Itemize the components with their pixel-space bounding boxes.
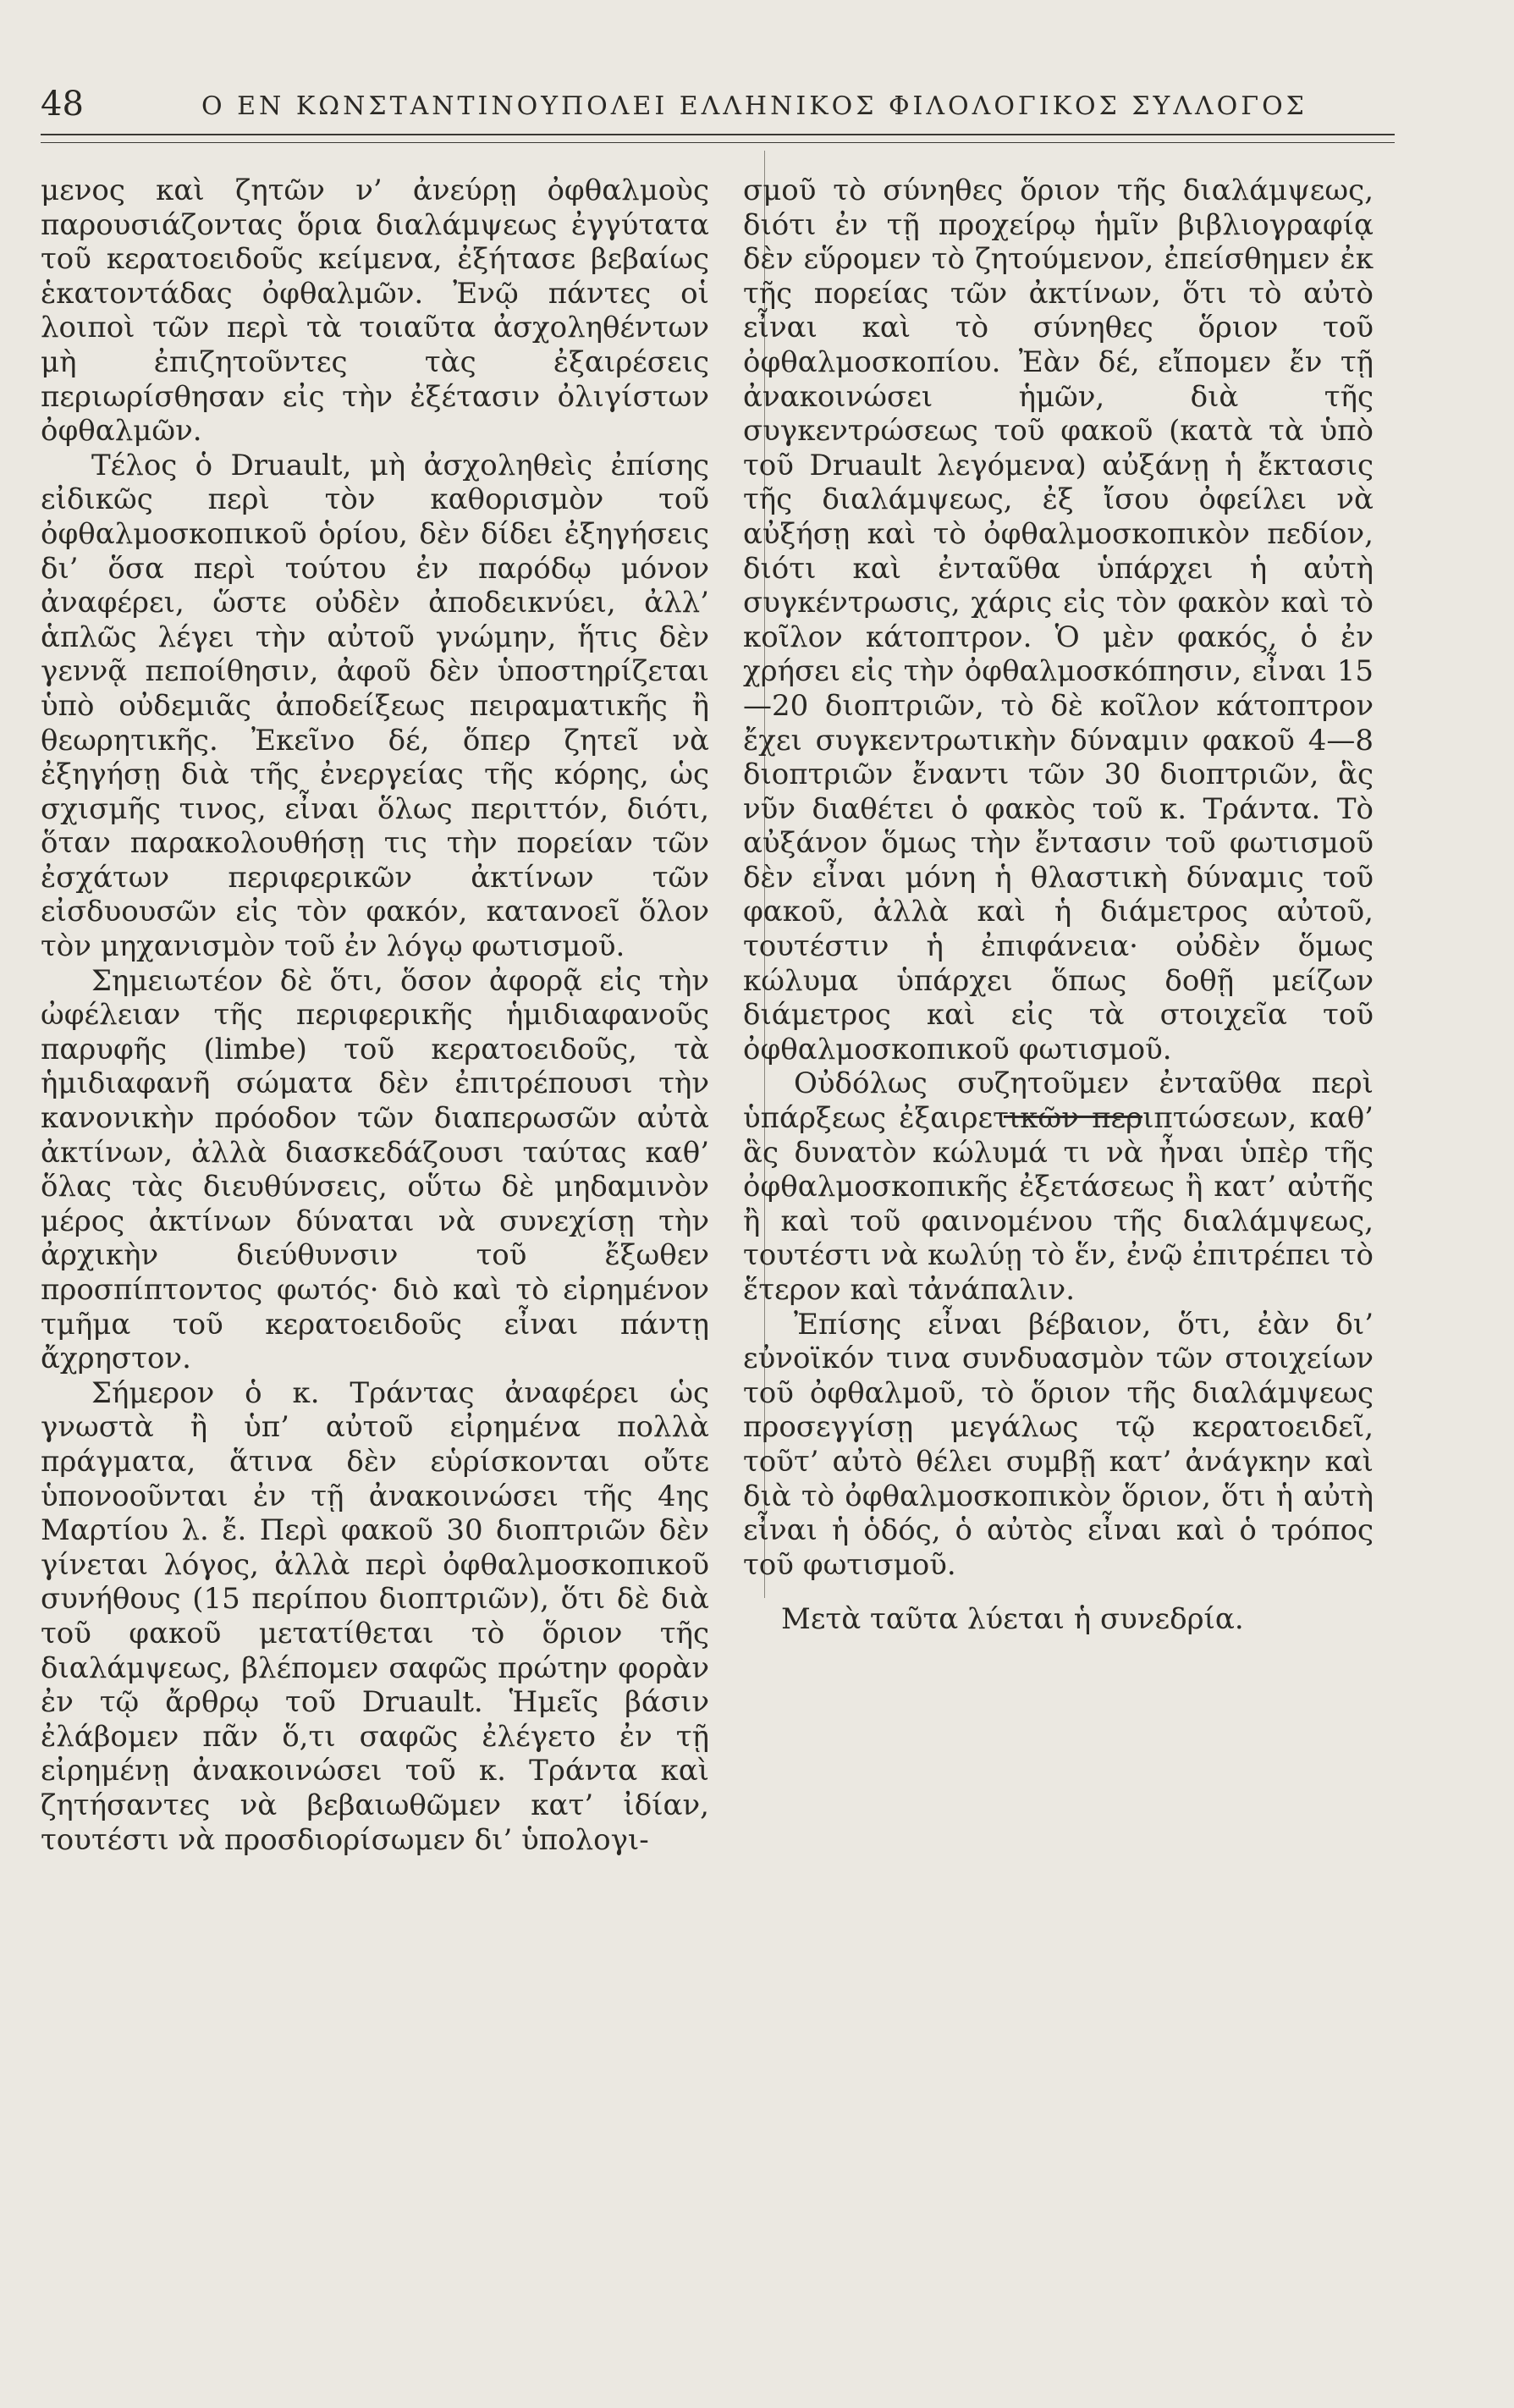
running-head: Ο ΕΝ ΚΩΝΣΤΑΝΤΙΝΟΥΠΟΛΕΙ ΕΛΛΗΝΙΚΟΣ ΦΙΛΟΛΟΓΙΚΟΣ ΣΥΛΛΟΓΟΣ [201,91,1308,121]
paragraph: Ἐπίσης εἶναι βέβαιον, ὅτι, ἐὰν δι’ εὐνοϊκόν τινα συνδυασμὸν τῶν στοιχείων τοῦ ὀφθαλμοῦ, τὸ ὅριον τῆς διαλάμψεως προσεγγίσῃ μεγάλως τῷ κερατοειδεῖ, τοῦτ’ αὐτὸ θέλει συμβῇ κατ’ ἀνάγκην καὶ διὰ τὸ ὀφθαλμοσκοπικὸν ὅριον, ὅτι ἡ αὐτὴ εἶναι ἡ ὁδός, ὁ αὐτὸς εἶναι καὶ ὁ τρόπος τοῦ φωτισμοῦ. [743,1307,1374,1582]
paragraph: μενος καὶ ζητῶν ν’ ἀνεύρῃ ὀφθαλμοὺς παρουσιάζοντας ὅρια διαλάμψεως ἐγγύτατα τοῦ κερατοειδοῦς κείμενα, ἐξήτασε βεβαίως ἑκατοντάδας ὀφθαλμῶν. Ἐνῷ πάντες οἱ λοιποὶ τῶν περὶ τὰ τοιαῦτα ἀσχοληθέντων μὴ ἐπιζητοῦντες τὰς ἐξαιρέσεις περιωρίσθησαν εἰς τὴν ἐξέτασιν ὀλιγίστων ὀφθαλμῶν. [41,174,709,449]
header-rule [41,134,1395,135]
right-column [743,174,1374,1637]
closing-line: Μετὰ ταῦτα λύεται ἡ συνεδρία. [781,1602,1244,1637]
page-header [41,85,1395,135]
header-rule-thin [41,142,1395,143]
paragraph: Σήμερον ὁ κ. Τράντας ἀναφέρει ὡς γνωστὰ ἢ ὑπ’ αὐτοῦ εἰρημένα πολλὰ πράγματα, ἅτινα δὲν εὑρίσκονται οὔτε ὑπονοοῦνται ἐν τῇ ἀνακοινώσει τῆς 4ης Μαρτίου λ. ἔ. Περὶ φακοῦ 30 διοπτριῶν δὲν γίνεται λόγος, ἀλλὰ περὶ ὀφθαλμοσκοπικοῦ συνήθους (15 περίπου διοπτριῶν), ὅτι δὲ διὰ τοῦ φακοῦ μετατίθεται τὸ ὅριον τῆς διαλάμψεως, βλέπομεν σαφῶς πρώτην φορὰν ἐν τῷ ἄρθρῳ τοῦ Druault. Ἡμεῖς βάσιν ἐλάβομεν πᾶν ὅ,τι σαφῶς ἐλέγετο ἐν τῇ εἰρημένῃ ἀνακοινώσει τοῦ κ. Τράντα καὶ ζητήσαντες νὰ βεβαιωθῶμεν κατ’ ἰδίαν, τουτέστι νὰ προσδιορίσωμεν δι’ ὑπολογι- [41,1375,709,1857]
left-column [41,174,709,1857]
end-rule [1004,1116,1142,1118]
paragraph: Οὐδόλως συζητοῦμεν ἐνταῦθα περὶ ὑπάρξεως ἐξαιρετικῶν περιπτώσεων, καθ’ ἃς δυνατὸν κώλυμά τι νὰ ἦναι ὑπὲρ τῆς ὀφθαλμοσκοπικῆς ἐξετάσεως ἢ κατ’ αὐτῆς ἢ καὶ τοῦ φαινομένου τῆς διαλάμψεως, τουτέστι νὰ κωλύῃ τὸ ἕν, ἐνῷ ἐπιτρέπει τὸ ἕτερον καὶ τἀνάπαλιν. [743,1066,1374,1307]
paragraph: σμοῦ τὸ σύνηθες ὅριον τῆς διαλάμψεως, διότι ἐν τῇ προχείρῳ ἡμῖν βιβλιογραφίᾳ δὲν εὕρομεν τὸ ζητούμενον, ἐπείσθημεν ἐκ τῆς πορείας τῶν ἀκτίνων, ὅτι τὸ αὐτὸ εἶναι καὶ τὸ σύνηθες ὅριον τοῦ ὀφθαλμοσκοπίου. Ἐὰν δέ, εἴπομεν ἔν τῇ ἀνακοινώσει ἡμῶν, διὰ τῆς συγκεντρώσεως τοῦ φακοῦ (κατὰ τὰ ὑπὸ τοῦ Druault λεγόμενα) αὐξάνῃ ἡ ἔκτασις τῆς διαλάμψεως, ἐξ ἴσου ὀφείλει νὰ αὐξήσῃ καὶ τὸ ὀφθαλμοσκοπικὸν πεδίον, διότι καὶ ἐνταῦθα ὑπάρχει ἡ αὐτὴ συγκέντρωσις, χάρις εἰς τὸν φακὸν καὶ τὸ κοῖλον κάτοπτρον. Ὁ μὲν φακός, ὁ ἐν χρήσει εἰς τὴν ὀφθαλμοσκόπησιν, εἶναι 15—20 διοπτριῶν, τὸ δὲ κοῖλον κάτοπτρον ἔχει συγκεντρωτικὴν δύναμιν φακοῦ 4—8 διοπτριῶν ἔναντι τῶν 30 διοπτριῶν, ἃς νῦν διαθέτει ὁ φακὸς τοῦ κ. Τράντα. Τὸ αὐξάνον ὅμως τὴν ἔντασιν τοῦ φωτισμοῦ δὲν εἶναι μόνη ἡ θλαστικὴ δύναμις τοῦ φακοῦ, ἀλλὰ καὶ ἡ διάμετρος αὐτοῦ, τουτέστιν ἡ ἐπιφάνεια· οὐδὲν ὅμως κώλυμα ὑπάρχει ὅπως δοθῇ μείζων διάμετρος καὶ εἰς τὰ στοιχεῖα τοῦ ὀφθαλμοσκοπικοῦ φωτισμοῦ. [743,174,1374,1066]
paragraph: Τέλος ὁ Druault, μὴ ἀσχοληθεὶς ἐπίσης εἰδικῶς περὶ τὸν καθορισμὸν τοῦ ὀφθαλμοσκοπικοῦ ὁρίου, δὲν δίδει ἐξηγήσεις δι’ ὅσα περὶ τούτου ἐν παρόδῳ μόνον ἀναφέρει, ὥστε οὐδὲν ἀποδεικνύει, ἀλλ’ ἁπλῶς λέγει τὴν αὐτοῦ γνώμην, ἥτις δὲν γεννᾷ πεποίθησιν, ἀφοῦ δὲν ὑποστηρίζεται ὑπὸ οὐδεμιᾶς ἀποδείξεως πειραματικῆς ἢ θεωρητικῆς. Ἐκεῖνο δέ, ὅπερ ζητεῖ νὰ ἐξηγήσῃ διὰ τῆς ἐνεργείας τῆς κόρης, ὡς σχισμῆς τινος, εἶναι ὅλως περιττόν, διότι, ὅταν παρακολουθήσῃ τις τὴν πορείαν τῶν ἐσχάτων περιφερικῶν ἀκτίνων τῶν εἰσδυουσῶν εἰς τὸν φακόν, κατανοεῖ ὅλον τὸν μηχανισμὸν τοῦ ἐν λόγῳ φωτισμοῦ. [41,448,709,964]
page-number: 48 [41,85,84,124]
paragraph: Σημειωτέον δὲ ὅτι, ὅσον ἀφορᾷ εἰς τὴν ὠφέλειαν τῆς περιφερικῆς ἡμιδιαφανοῦς παρυφῆς (limbe) τοῦ κερατοειδοῦς, τὰ ἡμιδιαφανῆ σώματα δὲν ἐπιτρέπουσι τὴν κανονικὴν πρόοδον τῶν διαπερωσῶν αὐτὰ ἀκτίνων, ἀλλὰ διασκεδάζουσι ταύτας καθ’ ὅλας τὰς διευθύνσεις, οὕτω δὲ μηδαμινὸν μέρος ἀκτίνων δύναται νὰ συνεχίσῃ τὴν ἀρχικὴν διεύθυνσιν τοῦ ἔξωθεν προσπίπτοντος φωτός· διὸ καὶ τὸ εἰρημένον τμῆμα τοῦ κερατοειδοῦς εἶναι πάντῃ ἄχρηστον. [41,963,709,1376]
